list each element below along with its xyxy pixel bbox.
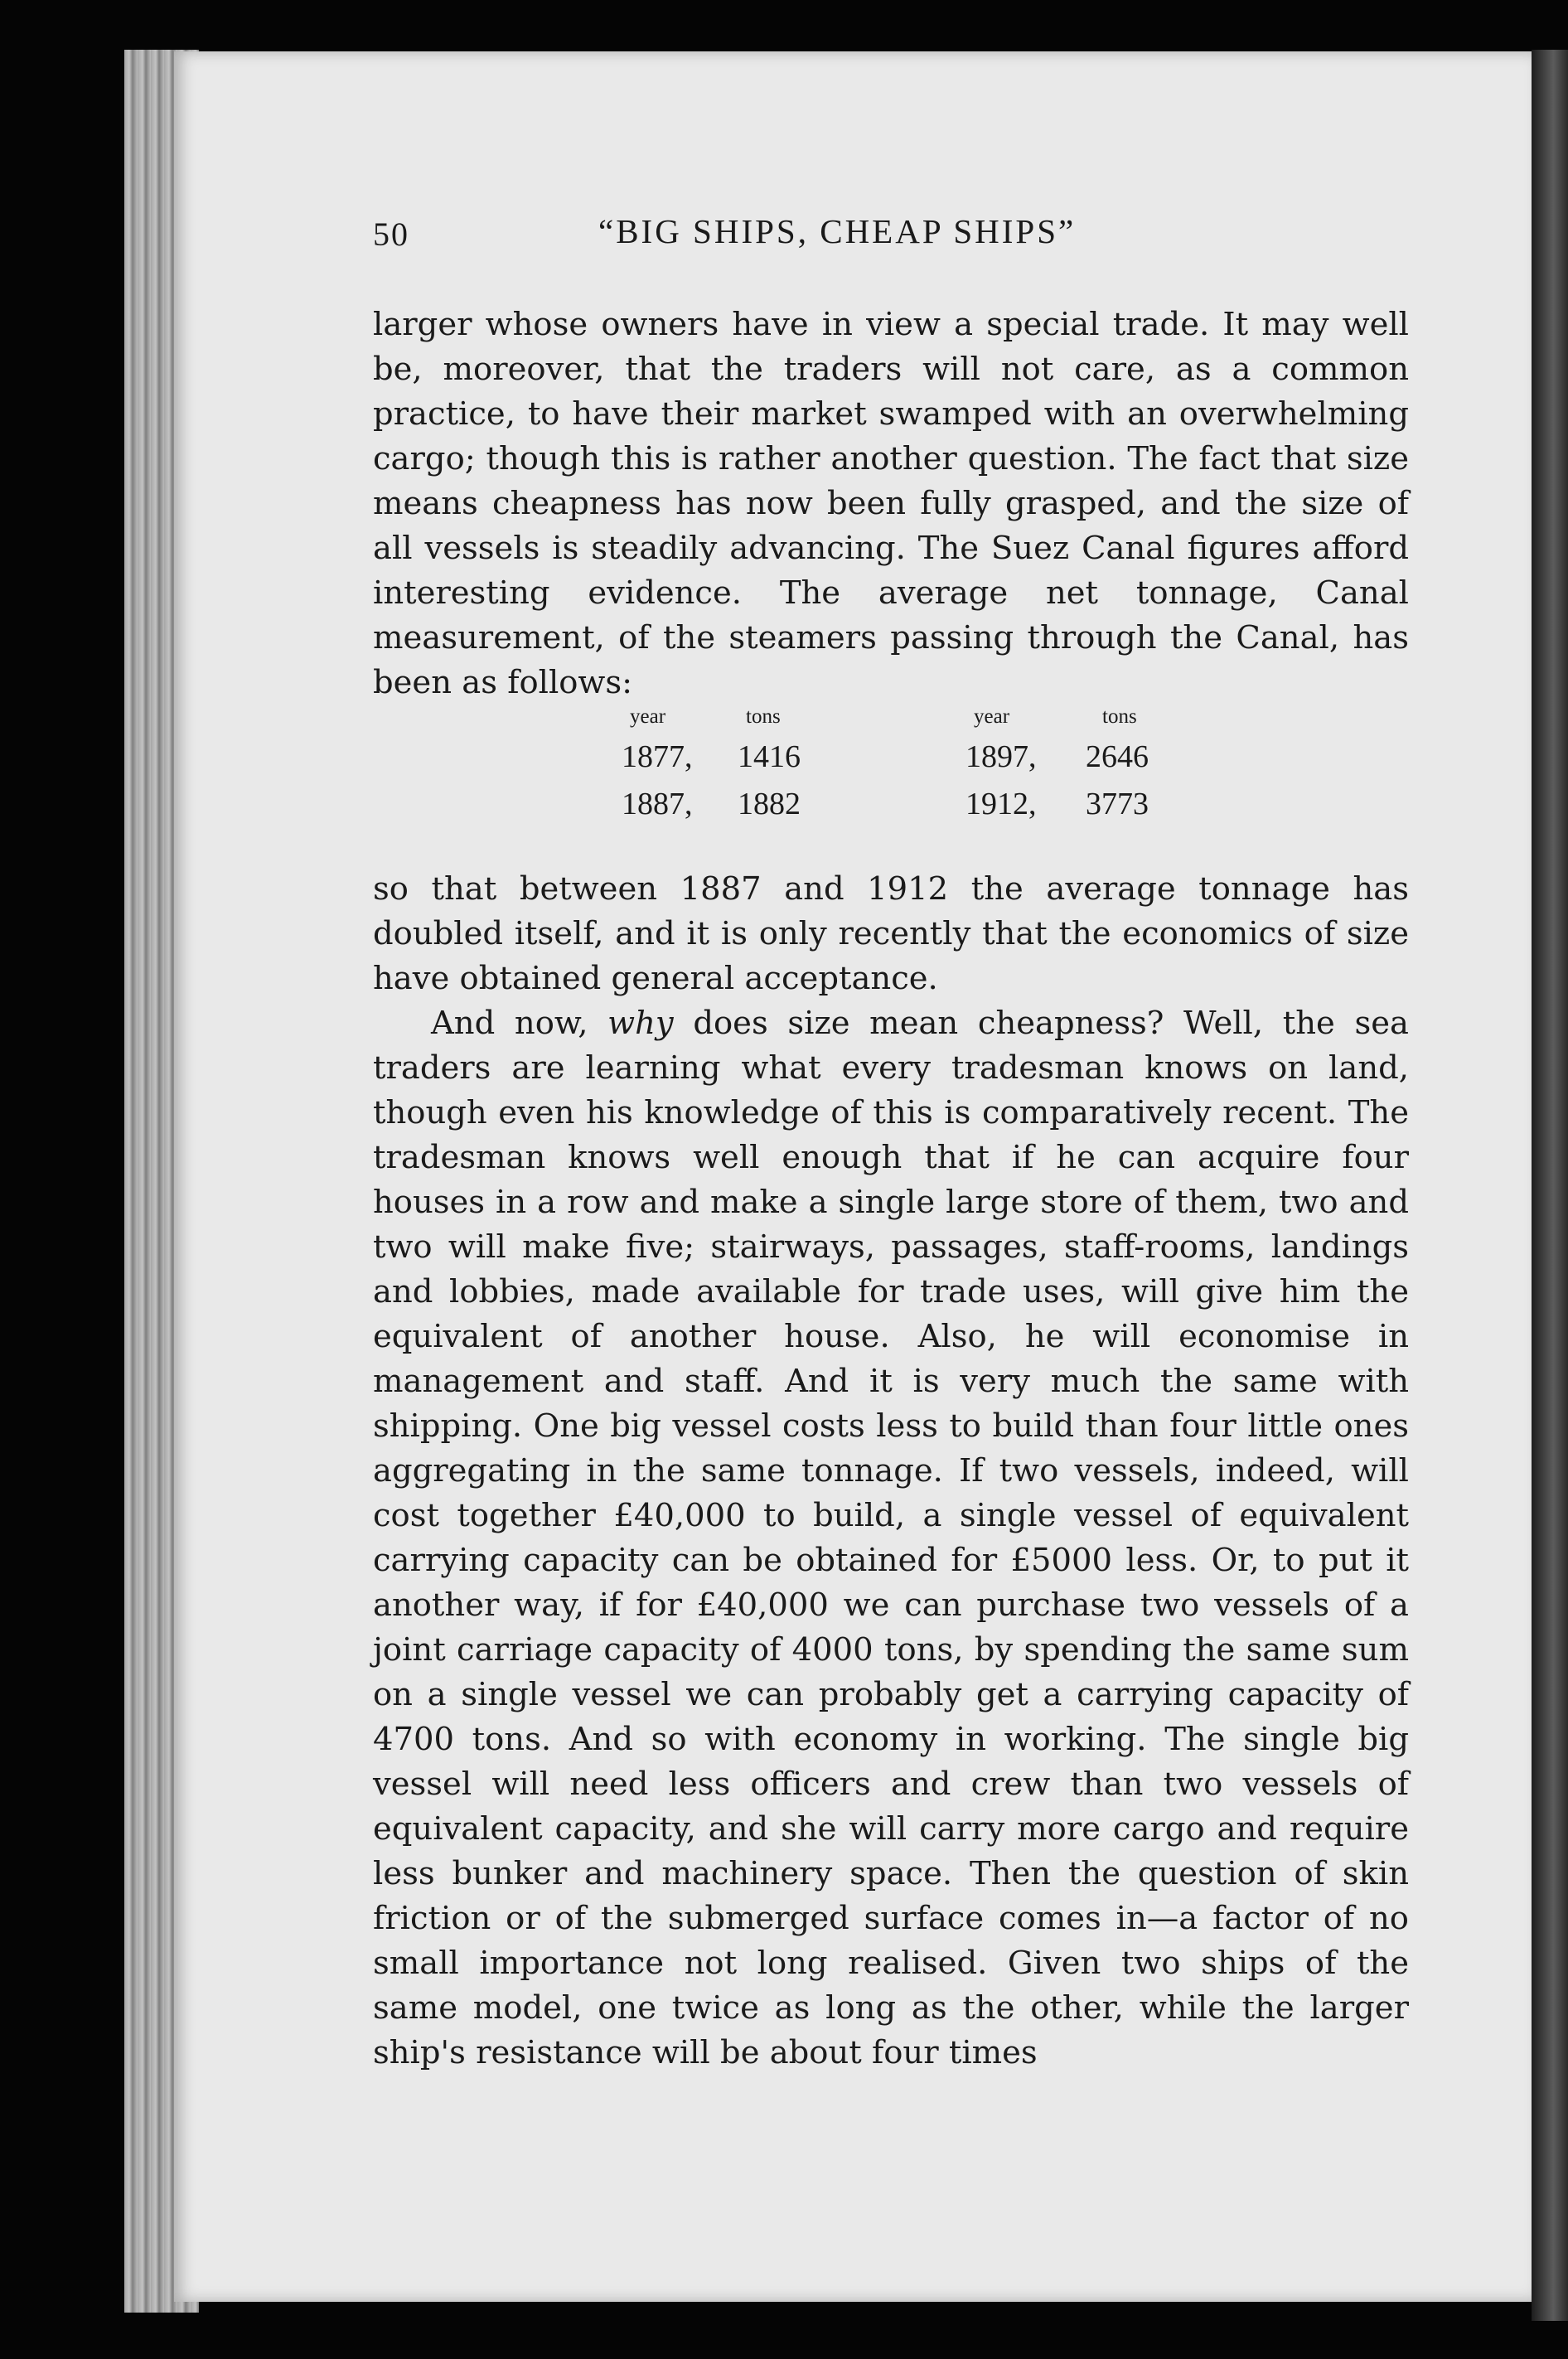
table-row-2-year-a: 1887, <box>622 787 693 821</box>
paragraph-3-start: And now, <box>431 1005 608 1042</box>
page-content <box>373 211 1409 2076</box>
page-right-edge <box>1532 50 1568 2321</box>
paragraph-3-rest: does size mean cheapness? Well, the sea traders are learning what every tradesman knows on land, though even his knowledge of this is comparatively recent. The tradesman knows well enough that if he can acquire four houses in a row and make a single large store of them, two and two will make five; stairways, passages, staff-rooms, landings and lobbies, made available for trade uses, will give him the equivalent of another house. Also, he will economise in management and staff. And it is very much the same with shipping. One big vessel costs less to build than four little ones aggregating in the same tonnage. If two vessels, indeed, will cost together £40,000 to build, a single vessel of equivalent carrying capacity can be obtained for £5000 less. Or, to put it another way, if for £40,000 we can purchase two vessels of a joint carriage capacity of 4000 tons, by spending the same sum on a single vessel we can probably get a carrying capacity of 4700 tons. And so with economy in working. The single big vessel will need less officers and crew than two vessels of equivalent capacity, and she will carry more cargo and require less bunker and machinery space. Then the question of skin friction or of the submerged surface comes in—a factor of no small importance not long realised. Given two ships of the same model, one twice as long as the other, while the larger ship's resistance will be about four times <box>373 1005 1409 2071</box>
table-header-year-2: year <box>974 705 1010 728</box>
table-header-tons-1: tons <box>746 705 781 728</box>
paragraph-3-italic-word: why <box>607 1005 674 1042</box>
table-header-tons-2: tons <box>1102 705 1137 728</box>
paragraph-1: larger whose owners have in view a special trade. It may well be, moreover, that the traders will not care, as a common practice, to have their market swamped with an overwhelming cargo; though this is rather another question. The fact that size means cheapness has now been fully grasped, and the size of all vessels is steadily advancing. The Suez Canal figures afford interesting evidence. The average net tonnage, Canal measurement, of the steamers passing through the Canal, has been as follows: <box>373 306 1409 701</box>
table-row-1-tons-b: 2646 <box>1086 739 1149 774</box>
table-row-2-tons-b: 3773 <box>1086 787 1149 821</box>
table-row-1-tons-a: 1416 <box>738 739 801 774</box>
running-title: “BIG SHIPS, CHEAP SHIPS” <box>598 212 1077 250</box>
table-header-year-1: year <box>630 705 666 728</box>
table-row-2-year-b: 1912, <box>965 787 1037 821</box>
table-row-1-year-b: 1897, <box>965 739 1037 774</box>
table-row-2-tons-a: 1882 <box>738 787 801 821</box>
running-head <box>373 211 1409 261</box>
page-number: 50 <box>373 216 409 253</box>
paragraph-3 <box>373 1001 1409 2076</box>
table-row-1-year-a: 1877, <box>622 739 693 774</box>
tonnage-table <box>373 705 1409 867</box>
paragraph-2: so that between 1887 and 1912 the average tonnage has doubled itself, and it is only recently that the economics of size have obtained general acceptance. <box>373 870 1409 997</box>
